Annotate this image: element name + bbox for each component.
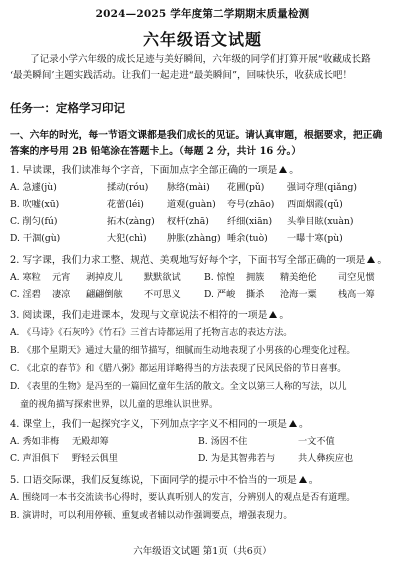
option-row: D. 干涸(gù) 大犯(chì) 肿胀(zhàng) 唾余(tuò) 一曝十寒(pù) [10, 233, 343, 244]
option-line: B. 演讲时，可以利用停顿、重复或者辅以动作强调要点，增强表现力。 [10, 511, 293, 521]
section-line: 一、六年的时光，每一节语文课都是我们成长的见证。请认真审题，根据要求，把正确 [10, 130, 383, 141]
option-row: B. 吹嘘(xū) 花蕾(léi) 道观(guàn) 夸号(zhāo) 西面烟霞(qǔ) [10, 199, 343, 210]
option-row: A. 秀如非梅 无殿却筹 B. 汤因不住 一文不值 [10, 436, 335, 447]
answer-blank-triangle-icon [269, 311, 277, 318]
question-stem: 5. 口语交际课，我们反复练说，下面同学的提示中不恰当的一项是 。 [10, 475, 319, 486]
question-1 [10, 162, 400, 247]
option-line: D. 《表里的生物》是冯至的一篇回忆童年生活的散文。全文以第三人称的写法，以儿 [10, 382, 347, 392]
intro-line: 了记录小学六年级的成长足迹与美好瞬间，六年级的同学们打算开展“收藏成长路 [30, 54, 371, 65]
intro-line: ‘最美瞬间’主题实践活动。让我们一起走进“最美瞬间”，回味快乐，收获成长吧！ [10, 70, 353, 81]
option-row: A. 寒粒 元宵 剥掉皮儿 默默欲试 B. 惊惶 拥簇 精美绝伦 司空见惯 [10, 272, 375, 283]
task-heading: 任务一：定格学习印记 [10, 101, 125, 115]
question-4 [10, 416, 400, 467]
question-3 [10, 307, 400, 414]
section-instructions [10, 128, 398, 160]
answer-blank-triangle-icon [299, 476, 307, 483]
option-row: A. 急遽(jù) 揉动(róu) 脉络(mài) 花圃(pǔ) 强词夺理(qiǎng) [10, 182, 358, 193]
option-line: B. 《那个星期天》通过大量的细节描写，细腻而生动地表现了小男孩的心理变化过程。 [10, 346, 356, 356]
question-stem: 4. 课堂上，我们一起探究字义，下列加点字字义不相同的一项是 。 [10, 419, 309, 430]
answer-blank-triangle-icon [367, 256, 375, 263]
intro-paragraph [10, 52, 395, 84]
question-stem: 1. 早读课，我们读准每个字音，下面加点字全部正确的一项是 。 [10, 165, 299, 176]
page-footer: 六年级语文试题 第1页（共6页） [133, 546, 272, 557]
option-row: C. 削匀(fú) 拓木(zàng) 杈杆(zhā) 纤细(xiān) 头拳目眩(xuàn) [10, 216, 354, 227]
answer-blank-triangle-icon [289, 420, 297, 427]
question-5 [10, 472, 400, 525]
question-stem: 2. 写字课，我们力求工整、规范、美观地写好每个字，下面书写全部正确的一项是 。 [10, 255, 388, 266]
option-line: C. 《北京的春节》和《腊八粥》都运用详略得当的方法表现了民风民俗的节日喜事。 [10, 364, 347, 374]
answer-blank-triangle-icon [279, 166, 287, 173]
option-line: A. 围绕同一本书交流读书心得时，要认真听别人的发言，分辨别人的观点是否有道理。 [10, 493, 356, 503]
option-line: A. 《马诗》《石灰吟》《竹石》三首古诗都运用了托物言志的表达方法。 [10, 328, 293, 338]
option-row: C. 声泪俱下 野轻云俱里 D. 为是其智弗若与 共人彝疾应也 [10, 453, 354, 464]
option-line: 童的视角描写探索世界，以儿童的思维认识世界。 [20, 400, 219, 410]
question-2 [10, 252, 400, 303]
exam-subtitle: 2024—2025 学年度第二学期期末质量检测 [95, 8, 310, 20]
option-row: C. 淫碧 凄凉 翩翩倒舷 不可思义 D. 严峻 撕杀 沧海一粟 栈高一筹 [10, 289, 375, 300]
exam-title: 六年级语文试题 [142, 30, 262, 49]
question-stem: 3. 阅读课，我们走进课本，发现与文章说法不相符的一项是 。 [10, 310, 290, 321]
section-line: 答案的序号用 2B 铅笔涂在答题卡上。（每题 2 分，共计 16 分。） [10, 146, 302, 157]
